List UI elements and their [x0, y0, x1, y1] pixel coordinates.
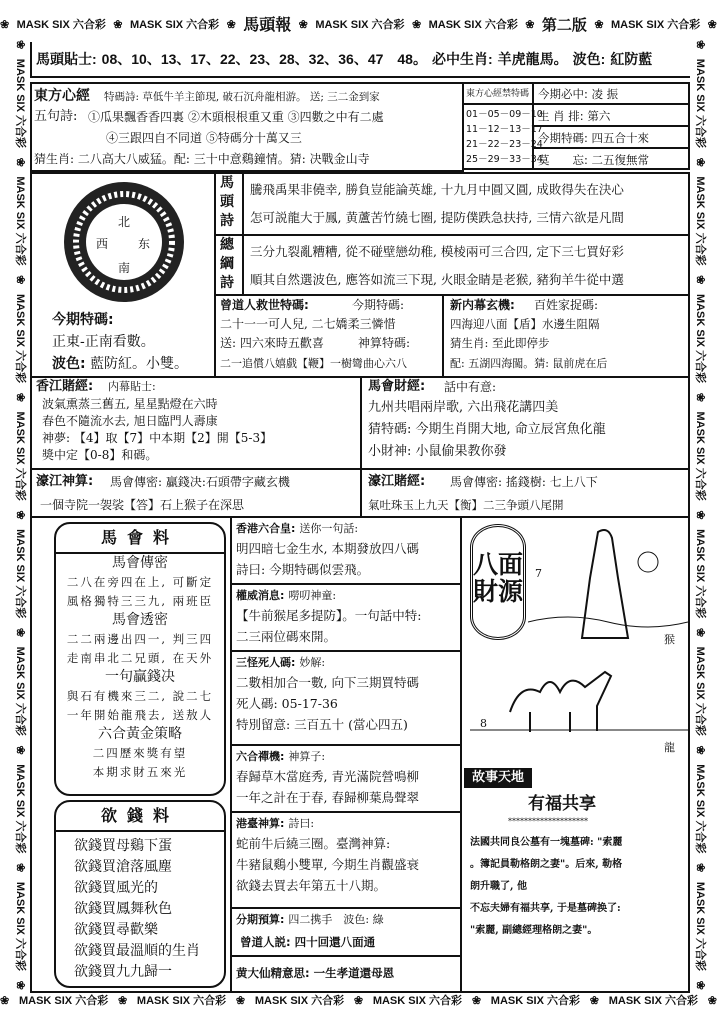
story-title: 有福共享	[528, 794, 596, 814]
flower-icon: ❀	[14, 745, 26, 755]
mid-line: 死人碼: 05-17-36	[236, 696, 338, 711]
mid-sub: 妙解:	[299, 656, 326, 669]
material-line: 風格獨特三三九, 兩班臣	[66, 594, 214, 608]
money-material-title: 欲錢料	[56, 802, 224, 832]
general-poem-line: 三分九裂亂糟糟, 從不碰壁戀幼稚, 模棱兩可三合四, 定下三七買好彩	[250, 244, 624, 259]
material-line: 二八在旁四在上, 可斷定	[66, 575, 214, 589]
flower-icon: ❀	[694, 980, 706, 990]
mid-title: 六合禪機:	[236, 750, 285, 763]
material-line: 走南串北二兄頭, 在天外	[66, 651, 214, 665]
east-guess: 猜生肖: 二八高大八威猛。配: 三十中意鷄鐘情。猜: 决戰金山寺	[34, 152, 370, 166]
edition: 第二版	[541, 16, 587, 34]
flower-icon: ❀	[0, 995, 10, 1007]
five-line1: ①瓜果飄香香四裏 ②木頭根根重又重 ③四數之中有二處	[88, 110, 384, 124]
hk-wealth-title: 馬會財經:	[368, 379, 426, 394]
mid-line: 特別留意: 三百五十 (當心四五)	[236, 717, 408, 732]
table-row: 25－29－33－34	[466, 154, 543, 165]
flower-icon: ❀	[707, 995, 717, 1007]
mid-title: 香港六合皇:	[236, 522, 296, 535]
mid-line: 欲錢去買去年第五十八期。	[236, 878, 387, 893]
flower-icon: ❀	[14, 275, 26, 285]
forbidden-table	[462, 82, 690, 170]
hk-wealth-line: 小財神: 小鼠偷果教你發	[368, 444, 507, 459]
flower-icon: ❀	[14, 980, 26, 990]
mid-line: 牛豬鼠鷄小雙單, 今期生肖觀盛衰	[236, 857, 419, 872]
flower-icon: ❀	[353, 995, 364, 1007]
flower-icon: ❀	[694, 745, 706, 755]
table-side: 今期特碼: 四五合十來	[538, 131, 650, 145]
money-line: 欲錢買尋歡樂	[74, 922, 158, 938]
east-title: 東方心經	[34, 88, 90, 104]
band-mark: MASK SIX 六合彩	[694, 646, 706, 736]
mid-line: 【牛前猴尾多提防】。一句話中特:	[236, 608, 422, 623]
flower-icon: ❀	[694, 40, 706, 50]
number-7: 7	[535, 567, 542, 580]
story-line: 法國共同良公墓有一塊墓碑: "索麗	[470, 837, 623, 848]
band-mark: MASK SIX 六合彩	[14, 881, 26, 972]
top-band	[0, 16, 717, 34]
hk-gamble-sub: 内幕貼士:	[108, 380, 156, 393]
zeng-line: 二一追償八嬉戲【鞭】一樹彎曲心六八	[220, 357, 407, 370]
money-material-box	[54, 800, 226, 988]
wave-value: 紅防藍	[610, 51, 653, 67]
masthead-title: 馬頭報	[243, 15, 292, 34]
band-mark: MASK SIX 六合彩	[694, 764, 706, 854]
hk-gamble-title: 香江賭經:	[36, 379, 94, 394]
macau-gamble-title: 濠江賭經:	[368, 474, 426, 489]
material-line: 本期求財五來光	[92, 765, 188, 779]
flower-icon: ❀	[589, 995, 599, 1007]
flower-icon: ❀	[298, 19, 308, 31]
zeng-line: 二十一一可人兒, 二七嬌柔三憐惜	[220, 317, 396, 331]
material-line: 一年開始龍飛去, 送敖人	[66, 708, 214, 722]
band-mark: MASK SIX 六合彩	[14, 646, 26, 736]
table-row: 01－05－09－10	[466, 109, 543, 120]
flower-icon: ❀	[14, 627, 26, 638]
flower-icon: ❀	[694, 627, 706, 638]
hk-gamble-line: 神夢: 【4】取【7】中本期【2】開【5-3】	[42, 431, 273, 445]
flower-icon: ❀	[14, 392, 26, 402]
story-line: "索麗, 副總經理格朗之妻"。	[470, 925, 598, 936]
band-mark: MASK SIX 六合彩	[14, 411, 26, 501]
compass-section	[30, 172, 216, 378]
story-tag: 故事天地	[464, 768, 532, 788]
story-line: 朗升職了, 他	[470, 881, 527, 892]
right-band	[692, 40, 708, 990]
flower-icon: ❀	[694, 392, 706, 402]
flower-icon: ❀	[113, 19, 123, 31]
mid-section	[232, 518, 460, 585]
horse-poem-line: 怎可説龍大于鳳, 黄蘆苦竹繞七圈, 提防僕跌急扶持, 三情六欲是凡間	[250, 210, 624, 225]
material-heading: 馬會傳密	[112, 555, 168, 571]
band-mark: MASK SIX 六合彩	[136, 995, 227, 1007]
band-mark: MASK SIX 六合彩	[129, 19, 220, 31]
mid-line: 一年之計在于春, 春歸柳葉鳥聲翠	[236, 790, 419, 805]
left-band	[12, 40, 28, 990]
flower-icon: ❀	[226, 19, 236, 31]
mid-section	[232, 746, 460, 813]
insider-sub: 百姓家捉碼:	[534, 298, 599, 312]
macau-gamble-sub: 馬會傳密: 搖錢樹: 七上八下	[450, 475, 598, 489]
mid-section	[232, 909, 460, 933]
table-header: 東方心經禁特碼	[466, 89, 530, 99]
compass-east: 东	[138, 237, 151, 251]
mid-sub: 送你一句話:	[299, 522, 359, 535]
insider-line: 猜生肖: 至此即停步	[450, 336, 550, 350]
mid-sub: 嘮叨神童:	[288, 589, 337, 602]
flower-icon: ❀	[14, 40, 26, 50]
mid-line: 二三兩位碼來開。	[236, 629, 337, 644]
story-line: 不忘夫婦有福共享, 于是墓碑换了:	[470, 903, 621, 914]
zeng-sub2: 神算特碼:	[358, 336, 411, 350]
band-mark: MASK SIX 六合彩	[694, 529, 706, 619]
flower-icon: ❀	[694, 510, 706, 520]
wealth-badge: 八面財源	[470, 524, 526, 640]
five-label: 五句詩:	[34, 109, 78, 124]
band-mark: MASK SIX 六合彩	[16, 19, 106, 31]
hk-section	[30, 376, 690, 470]
huang-daxian: 黄大仙精意思: 一生孝道還母恩	[236, 966, 395, 980]
band-mark: MASK SIX 六合彩	[14, 764, 26, 854]
material-line: 二二兩邊出四一, 判三四	[66, 632, 214, 646]
material-heading: 一句贏錢决	[105, 669, 175, 685]
money-line: 欲錢買九九歸一	[74, 964, 172, 980]
table-side: 今期必中: 凌 振	[538, 87, 619, 101]
horse-material-title: 馬會料	[56, 524, 224, 554]
mid-title: 港臺神算:	[236, 817, 285, 830]
macau-calc-title: 濠江神算:	[36, 474, 94, 489]
flower-icon: ❀	[694, 863, 706, 873]
table-row: 21－22－23－24	[466, 139, 543, 150]
dragon-label: 龍	[664, 741, 675, 754]
mid-title: 分期預算:	[236, 913, 285, 926]
tips-label: 馬頭貼士:	[36, 51, 97, 67]
mid-section	[232, 652, 460, 746]
band-mark: MASK SIX 六合彩	[694, 881, 706, 972]
band-mark: MASK SIX 六合彩	[254, 995, 345, 1007]
zeng-line: 送: 四六來時五歡喜	[220, 336, 324, 350]
band-mark: MASK SIX 六合彩	[315, 19, 405, 31]
horse-poem-label: 馬頭詩	[220, 175, 234, 229]
compass-south: 南	[118, 261, 131, 275]
story-stars: ********************	[508, 817, 588, 826]
general-poem-label: 總綱詩	[220, 237, 234, 291]
story-line: 。簿記員勒格朗之妻"。后來, 勒格	[470, 859, 623, 870]
wave-label: 波色:	[572, 51, 606, 67]
horse-material-box	[54, 522, 226, 796]
money-line: 欲錢買風光的	[74, 880, 158, 896]
band-mark: MASK SIX 六合彩	[14, 58, 26, 149]
flower-icon: ❀	[594, 19, 604, 31]
hk-wealth-line: 猜特碼: 今期生肖開大地, 命立辰宮魚化龍	[368, 422, 606, 437]
mid-section	[232, 585, 460, 652]
five-line2: ④三跟四自不同道 ⑤特碼分十萬又三	[106, 131, 302, 145]
mid-line: 蛇前牛后繞三圈。臺灣神算:	[236, 836, 391, 851]
zeng-title: 曾道人救世特碼:	[220, 298, 309, 312]
hk-gamble-line: 獎中定【0-8】和碼。	[42, 448, 158, 462]
band-mark: MASK SIX 六合彩	[14, 176, 26, 266]
tips-row	[30, 42, 690, 78]
macau-gamble-line: 氣吐珠玉上九天【衡】二三争頭八尾開	[368, 498, 564, 512]
band-mark: MASK SIX 六合彩	[694, 176, 706, 266]
zeng-says: 曾道人説: 四十回還八面通	[240, 935, 376, 949]
zeng-sub: 今期特碼:	[352, 298, 405, 312]
macau-calc-line: 一個寺院一袈裟【答】石上猴子在深思	[40, 498, 245, 512]
flower-icon: ❀	[14, 863, 26, 873]
hk-gamble-line: 春色不隨流水去, 旭日臨門人壽康	[42, 414, 218, 428]
money-line: 欲錢買滄落風塵	[74, 859, 172, 875]
band-mark: MASK SIX 六合彩	[428, 19, 518, 31]
special-label: 今期特碼:	[52, 312, 114, 328]
material-heading: 馬會透密	[112, 612, 168, 628]
table-side: 莫 忘: 二五復無常	[538, 153, 650, 167]
mid-title: 三怪死人碼:	[236, 656, 296, 669]
band-mark: MASK SIX 六合彩	[608, 995, 698, 1007]
compass-north: 北	[118, 215, 131, 229]
material-line: 與石有機來三二, 說二七	[66, 689, 214, 703]
general-poem-line: 順其自然選波色, 應答如流三下現, 火眼金睛是老猴, 豬狗羊牛從中選	[250, 272, 624, 287]
number-8: 8	[480, 717, 487, 730]
band-mark: MASK SIX 六合彩	[694, 293, 706, 384]
east-section	[30, 82, 464, 172]
band-mark: MASK SIX 六合彩	[14, 293, 26, 384]
macau-section	[30, 468, 690, 518]
monkey-label: 猴	[664, 633, 675, 646]
special-wave-label: 波色:	[52, 356, 86, 372]
band-mark: MASK SIX 六合彩	[18, 995, 109, 1007]
mid-line: 詩曰: 今期特碼似雲飛。	[236, 562, 370, 577]
horse-poem-line: 騰飛禹果非僥幸, 勝負豈能論英雄, 十九月中圓又圓, 成敗得失在決心	[250, 182, 624, 197]
band-mark: MASK SIX 六合彩	[610, 19, 701, 31]
camel-picture	[470, 652, 688, 736]
insider-title: 新内幕玄機:	[450, 298, 515, 312]
hk-wealth-sub: 話中有意:	[444, 380, 497, 394]
poems-section	[214, 172, 690, 296]
material-heading: 六合黃金策略	[98, 726, 182, 742]
table-side: 生 肖 排: 第六	[538, 109, 611, 123]
mid-sub: 詩曰:	[288, 817, 315, 830]
hk-wealth-line: 九州共唱兩岸歌, 六出飛花講四美	[368, 400, 559, 415]
east-poem: 特碼詩: 草低牛羊主節現, 破石沉舟龍相游。 送; 三二金到家	[104, 91, 380, 103]
hk-gamble-line: 波氣熏蒸三舊五, 星星點燈在六時	[42, 397, 218, 411]
mid-title: 權威消息:	[236, 589, 285, 602]
money-line: 欲錢買最溫順的生肖	[74, 943, 200, 959]
mid-sub: 四二携手 波色: 綠	[288, 913, 384, 926]
money-line: 欲錢買鳳舞秋色	[74, 901, 172, 917]
band-mark: MASK SIX 六合彩	[694, 411, 706, 501]
band-mark: MASK SIX 六合彩	[490, 995, 581, 1007]
mid-line: 明四暗七金生水, 本期發放四八碼	[236, 541, 419, 556]
insider-line: 四海迎八面【盾】水邊生阻隔	[450, 317, 600, 331]
material-line: 二四歷來獎有望	[92, 746, 188, 760]
zodiac-value: 羊虎龍馬。	[497, 51, 568, 67]
flower-icon: ❀	[117, 995, 128, 1007]
flower-icon: ❀	[471, 995, 482, 1007]
flower-icon: ❀	[14, 157, 26, 167]
band-mark: MASK SIX 六合彩	[372, 995, 463, 1007]
zeng-insider-section	[214, 294, 690, 378]
mid-line: 二數相加合一數, 向下三期買特碼	[236, 675, 419, 690]
tips-numbers: 08、10、13、17、22、23、28、32、36、47 48。	[101, 51, 427, 67]
zodiac-label: 必中生肖:	[431, 51, 493, 67]
mid-line: 春歸草木當庭秀, 青光滿院營鳴柳	[236, 769, 419, 784]
band-mark: MASK SIX 六合彩	[694, 58, 706, 149]
insider-line: 配: 五湖四海闖。猜: 鼠前虎在后	[450, 357, 608, 370]
flower-icon: ❀	[235, 995, 246, 1007]
mid-section	[232, 813, 460, 909]
compass-icon	[62, 180, 186, 304]
flower-icon: ❀	[694, 157, 706, 167]
compass-west: 西	[96, 237, 109, 251]
macau-calc-sub: 馬會傳密: 贏錢决:石頭帶字藏玄機	[110, 475, 290, 489]
band-mark: MASK SIX 六合彩	[14, 529, 26, 619]
flower-icon: ❀	[0, 19, 10, 31]
flower-icon: ❀	[694, 275, 706, 285]
mid-sub: 神算子:	[288, 750, 326, 763]
flower-icon: ❀	[411, 19, 422, 31]
table-row: 11－12－13－17	[466, 124, 543, 135]
flower-icon: ❀	[525, 19, 535, 31]
bottom-band	[0, 993, 717, 1009]
money-line: 欲錢買母鷄下蛋	[74, 838, 172, 854]
flower-icon: ❀	[14, 510, 26, 520]
flower-icon: ❀	[707, 19, 717, 31]
special-wave: 藍防紅。小雙。	[90, 356, 189, 372]
special-line: 正東-正南看數。	[52, 334, 155, 350]
